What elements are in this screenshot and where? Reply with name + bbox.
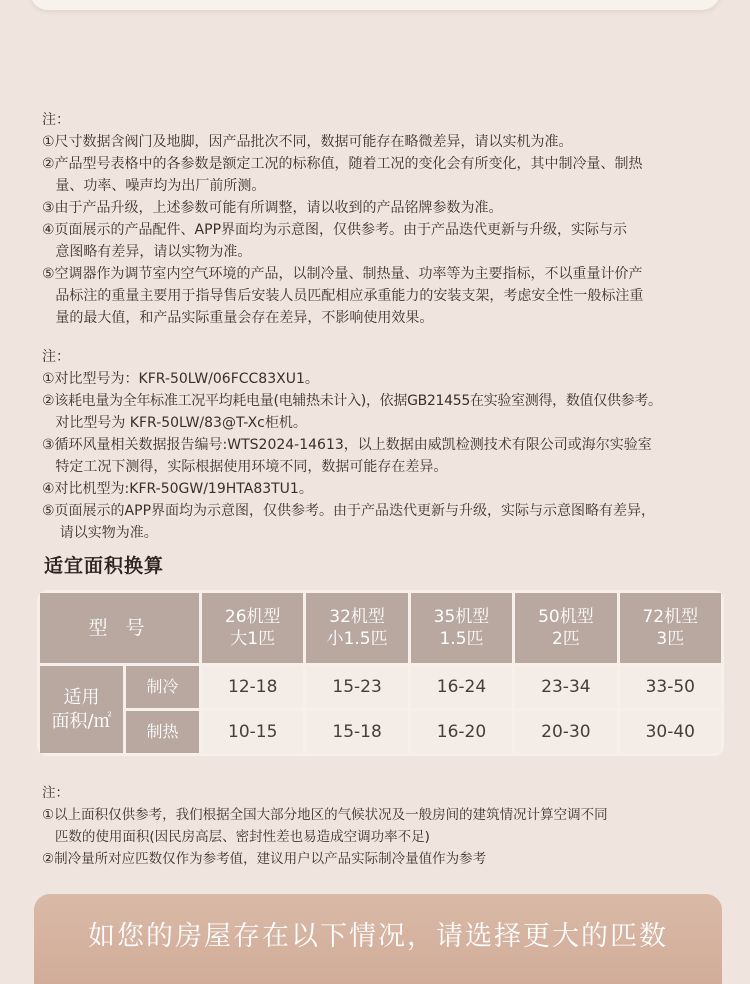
model-name: 35机型 (433, 607, 490, 627)
area-value: 23-34 (515, 666, 616, 708)
table-row (40, 711, 721, 753)
note-item: ④对比机型为:KFR-50GW/19HTA83TU1。 (42, 481, 313, 497)
note-item: 对比型号为 KFR-50LW/83@T-Xc柜机。 (42, 415, 307, 431)
notes-header: 注： (42, 112, 70, 128)
note-item: ⑤页面展示的APP界面均为示意图，仅供参考。由于产品迭代更新与升级，实际与示意图略有差异， (42, 503, 656, 519)
note-item: 请以实物为准。 (42, 525, 158, 541)
model-name: 50机型 (538, 607, 594, 627)
mode-cooling: 制冷 (126, 666, 199, 708)
notes-header: 注： (42, 349, 70, 365)
area-label (40, 666, 123, 753)
note-item: ④页面展示的产品配件、APP界面均为示意图，仅供参考。由于产品迭代更新与升级，实际与示 (42, 222, 628, 238)
model-header-cell (411, 593, 512, 663)
note-item: ①以上面积仅供参考，我们根据全国大部分地区的气候状况及一般房间的建筑情况计算空调不同 (42, 807, 608, 823)
model-name: 26机型 (224, 607, 281, 627)
model-hp: 大1匹 (230, 629, 276, 649)
area-value: 15-18 (306, 711, 407, 753)
model-header-cell (306, 593, 407, 663)
model-header: 型 号 (40, 593, 199, 663)
area-value: 16-24 (411, 666, 512, 708)
notes-specs (42, 109, 732, 329)
note-item: 品标注的重量主要用于指导售后安装人员匹配相应承重能力的安装支架，考虑安全性一般标注重 (42, 288, 644, 304)
note-item: 量、功率、噪声均为出厂前所测。 (42, 178, 266, 194)
note-item: 量的最大值，和产品实际重量会存在差异，不影响使用效果。 (42, 310, 434, 326)
model-header-cell (620, 593, 721, 663)
area-value: 33-50 (620, 666, 721, 708)
area-value: 16-20 (411, 711, 512, 753)
model-header-cell (515, 593, 616, 663)
area-label-line: 面积/㎡ (51, 710, 112, 732)
note-item: ②产品型号表格中的各参数是额定工况的标称值，随着工况的变化会有所变化，其中制冷量、制热 (42, 156, 643, 172)
note-item: ①尺寸数据含阀门及地脚，因产品批次不同，数据可能存在略微差异，请以实机为准。 (42, 134, 573, 150)
note-item: ②制冷量所对应匹数仅作为参考值，建议用户以产品实际制冷量值作为参考 (42, 851, 487, 867)
model-hp: 1.5匹 (439, 629, 484, 649)
model-name: 32机型 (329, 607, 385, 627)
model-name: 72机型 (642, 607, 699, 627)
area-value: 10-15 (202, 711, 303, 753)
mode-heating: 制热 (126, 711, 199, 753)
note-item: ⑤空调器作为调节室内空气环境的产品，以制冷量、制热量、功率等为主要指标，不以重量计价产 (42, 266, 643, 282)
area-value: 15-23 (306, 666, 407, 708)
area-value: 12-18 (202, 666, 303, 708)
area-value: 20-30 (515, 711, 616, 753)
model-header-cell (202, 593, 303, 663)
table-row (40, 666, 721, 708)
note-item: ③由于产品升级，上述参数可能有所调整，请以收到的产品铭牌参数为准。 (42, 200, 503, 216)
model-hp: 小1.5匹 (326, 629, 388, 649)
note-item: ③循环风量相关数据报告编号:WTS2024-14613，以上数据由威凯检测技术有限公司或海尔实验室 (42, 437, 652, 453)
note-item: 特定工况下测得，实际根据使用环境不同，数据可能存在差异。 (42, 459, 448, 475)
area-value: 30-40 (620, 711, 721, 753)
note-item: 匹数的使用面积(因民房高层、密封性差也易造成空调功率不足) (42, 829, 430, 845)
notes-area (42, 782, 732, 870)
banner-text: 如您的房屋存在以下情况，请选择更大的匹数 (88, 921, 668, 952)
note-item: 意图略有差异，请以实物为准。 (42, 244, 252, 260)
bottom-banner (34, 894, 722, 984)
note-item: ②该耗电量为全年标准工况平均耗电量(电辅热未计入)，依据GB21455在实验室测得，数值仅供参考。 (42, 393, 662, 409)
area-label-line: 适用 (63, 686, 100, 708)
model-hp: 3匹 (656, 629, 685, 649)
notes-header: 注： (42, 785, 69, 801)
area-conversion-table (37, 590, 724, 756)
top-card-edge (30, 0, 720, 10)
section-title: 适宜面积换算 (44, 555, 165, 577)
notes-comparison (42, 346, 732, 544)
model-hp: 2匹 (551, 629, 580, 649)
note-item: ①对比型号为：KFR-50LW/06FCC83XU1。 (42, 371, 319, 387)
